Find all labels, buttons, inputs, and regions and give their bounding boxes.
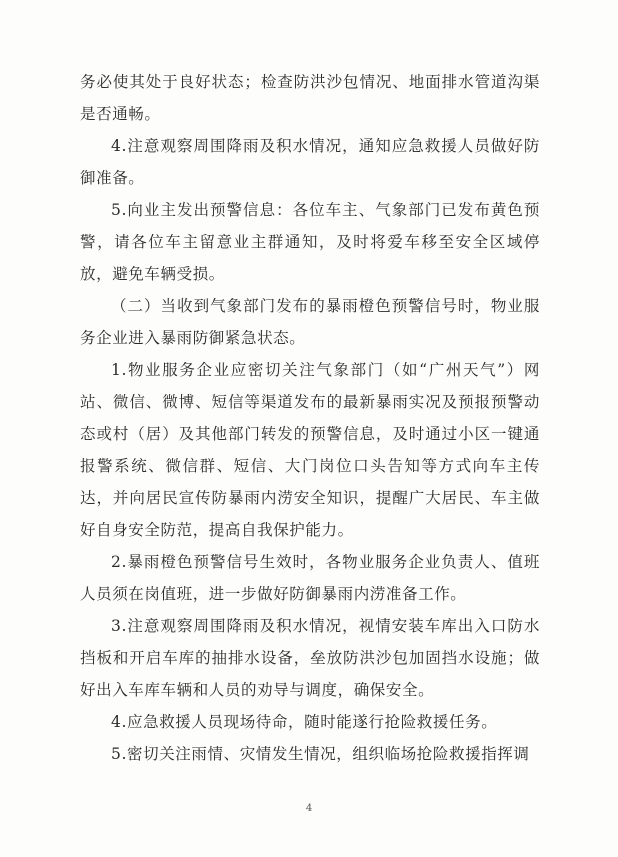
paragraph-item-1: 1.物业服务企业应密切关注气象部门（如“广州天气”）网站、微信、微博、短信等渠道发布的最新暴雨实况及预报预警动态或村（居）及其他部门转发的预警信息，及时通过小区一键通报警系统、微信群、短信、大门岗位口头告知等方式向车主传达，并向居民宣传防暴雨内涝安全知识，提醒广大居民、车主做好自身安全防范，提高自我保护能力。 bbox=[80, 361, 540, 539]
document-body bbox=[80, 66, 540, 770]
paragraph-item-5b: 5.密切关注雨情、灾情发生情况，组织临场抢险救援指挥调 bbox=[111, 745, 530, 763]
paragraph-item-3: 3.注意观察周围降雨及积水情况，视情安装车库出入口防水挡板和开启车库的抽排水设备，垒放防洪沙包加固挡水设施；做好出入车库车辆和人员的劝导与调度，确保安全。 bbox=[80, 617, 540, 699]
section-heading-2: （二）当收到气象部门发布的暴雨橙色预警信号时，物业服务企业进入暴雨防御紧急状态。 bbox=[80, 297, 540, 347]
page-number: 4 bbox=[305, 803, 313, 814]
paragraph-continuation: 务必使其处于良好状态；检查防洪沙包情况、地面排水管道沟渠是否通畅。 bbox=[80, 73, 540, 123]
paragraph-item-2: 2.暴雨橙色预警信号生效时，各物业服务企业负责人、值班人员须在岗值班，进一步做好防御暴雨内涝准备工作。 bbox=[80, 553, 540, 603]
paragraph-item-4: 4.注意观察周围降雨及积水情况，通知应急救援人员做好防御准备。 bbox=[80, 137, 540, 187]
paragraph-item-5: 5.向业主发出预警信息：各位车主、气象部门已发布黄色预警，请各位车主留意业主群通知，及时将爱车移至安全区域停放，避免车辆受损。 bbox=[80, 201, 540, 283]
paragraph-item-4b: 4.应急救援人员现场待命，随时能遂行抢险救援任务。 bbox=[111, 713, 498, 731]
